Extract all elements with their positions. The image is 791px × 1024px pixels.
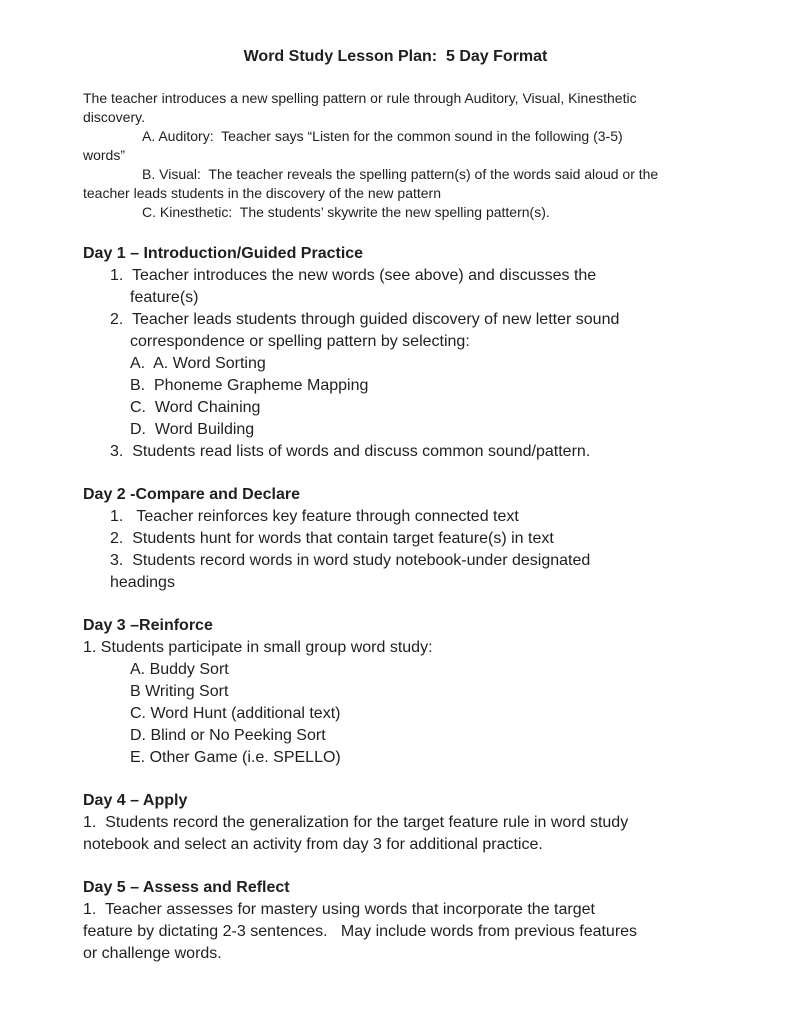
- list-item: 1. Students participate in small group word study:: [83, 639, 433, 656]
- list-item: A. Buddy Sort: [130, 661, 229, 678]
- list-item: 3. Students read lists of words and discuss common sound/pattern.: [110, 443, 591, 460]
- intro-line: teacher leads students in the discovery of the new pattern: [83, 185, 441, 201]
- list-item-continuation: notebook and select an activity from day 3 for additional practice.: [83, 836, 543, 853]
- list-item: 1. Students record the generalization for the target feature rule in word study: [83, 814, 629, 831]
- list-item: B Writing Sort: [130, 683, 229, 700]
- section-day-2: [83, 484, 751, 594]
- intro-line-auditory: A. Auditory: Teacher says “Listen for the common sound in the following (3-5): [142, 128, 623, 144]
- section-heading-day-2: Day 2 -Compare and Declare: [83, 486, 300, 503]
- list-item-continuation: or challenge words.: [83, 945, 222, 962]
- section-day-3: [83, 615, 751, 769]
- list-item: D. Blind or No Peeking Sort: [130, 727, 326, 744]
- list-item: D. Word Building: [130, 421, 255, 438]
- list-item-continuation: feature(s): [130, 289, 199, 306]
- section-day-1: [83, 243, 751, 463]
- section-day-4: [83, 790, 751, 856]
- list-item-continuation: correspondence or spelling pattern by selecting:: [130, 333, 470, 350]
- list-item: B. Phoneme Grapheme Mapping: [130, 377, 369, 394]
- list-item: C. Word Chaining: [130, 399, 261, 416]
- list-item: E. Other Game (i.e. SPELLO): [130, 749, 341, 766]
- section-heading-day-1: Day 1 – Introduction/Guided Practice: [83, 245, 364, 262]
- list-item: A. A. Word Sorting: [130, 355, 266, 372]
- list-item: C. Word Hunt (additional text): [130, 705, 341, 722]
- list-item: 1. Teacher assesses for mastery using words that incorporate the target: [83, 901, 595, 918]
- section-day-5: [83, 877, 751, 965]
- intro-line-visual: B. Visual: The teacher reveals the spelling pattern(s) of the words said aloud or the: [142, 166, 659, 182]
- intro-paragraph: [83, 89, 751, 222]
- intro-line: words”: [83, 147, 126, 163]
- list-item-continuation: feature by dictating 2-3 sentences. May include words from previous features: [83, 923, 638, 940]
- intro-line: The teacher introduces a new spelling pattern or rule through Auditory, Visual, Kinesthetic: [83, 90, 637, 106]
- section-heading-day-3: Day 3 –Reinforce: [83, 617, 213, 634]
- page-title: Word Study Lesson Plan: 5 Day Format: [243, 48, 548, 65]
- list-item: 2. Students hunt for words that contain target feature(s) in text: [110, 530, 554, 547]
- list-item-continuation: headings: [110, 574, 175, 591]
- list-item: 1. Teacher introduces the new words (see above) and discusses the: [110, 267, 597, 284]
- intro-line: discovery.: [83, 109, 145, 125]
- section-heading-day-5: Day 5 – Assess and Reflect: [83, 879, 290, 896]
- list-item: 1. Teacher reinforces key feature through connected text: [110, 508, 519, 525]
- list-item: 3. Students record words in word study notebook-under designated: [110, 552, 591, 569]
- list-item: 2. Teacher leads students through guided discovery of new letter sound: [110, 311, 620, 328]
- section-heading-day-4: Day 4 – Apply: [83, 792, 188, 809]
- intro-line-kinesthetic: C. Kinesthetic: The students’ skywrite the new spelling pattern(s).: [142, 204, 550, 220]
